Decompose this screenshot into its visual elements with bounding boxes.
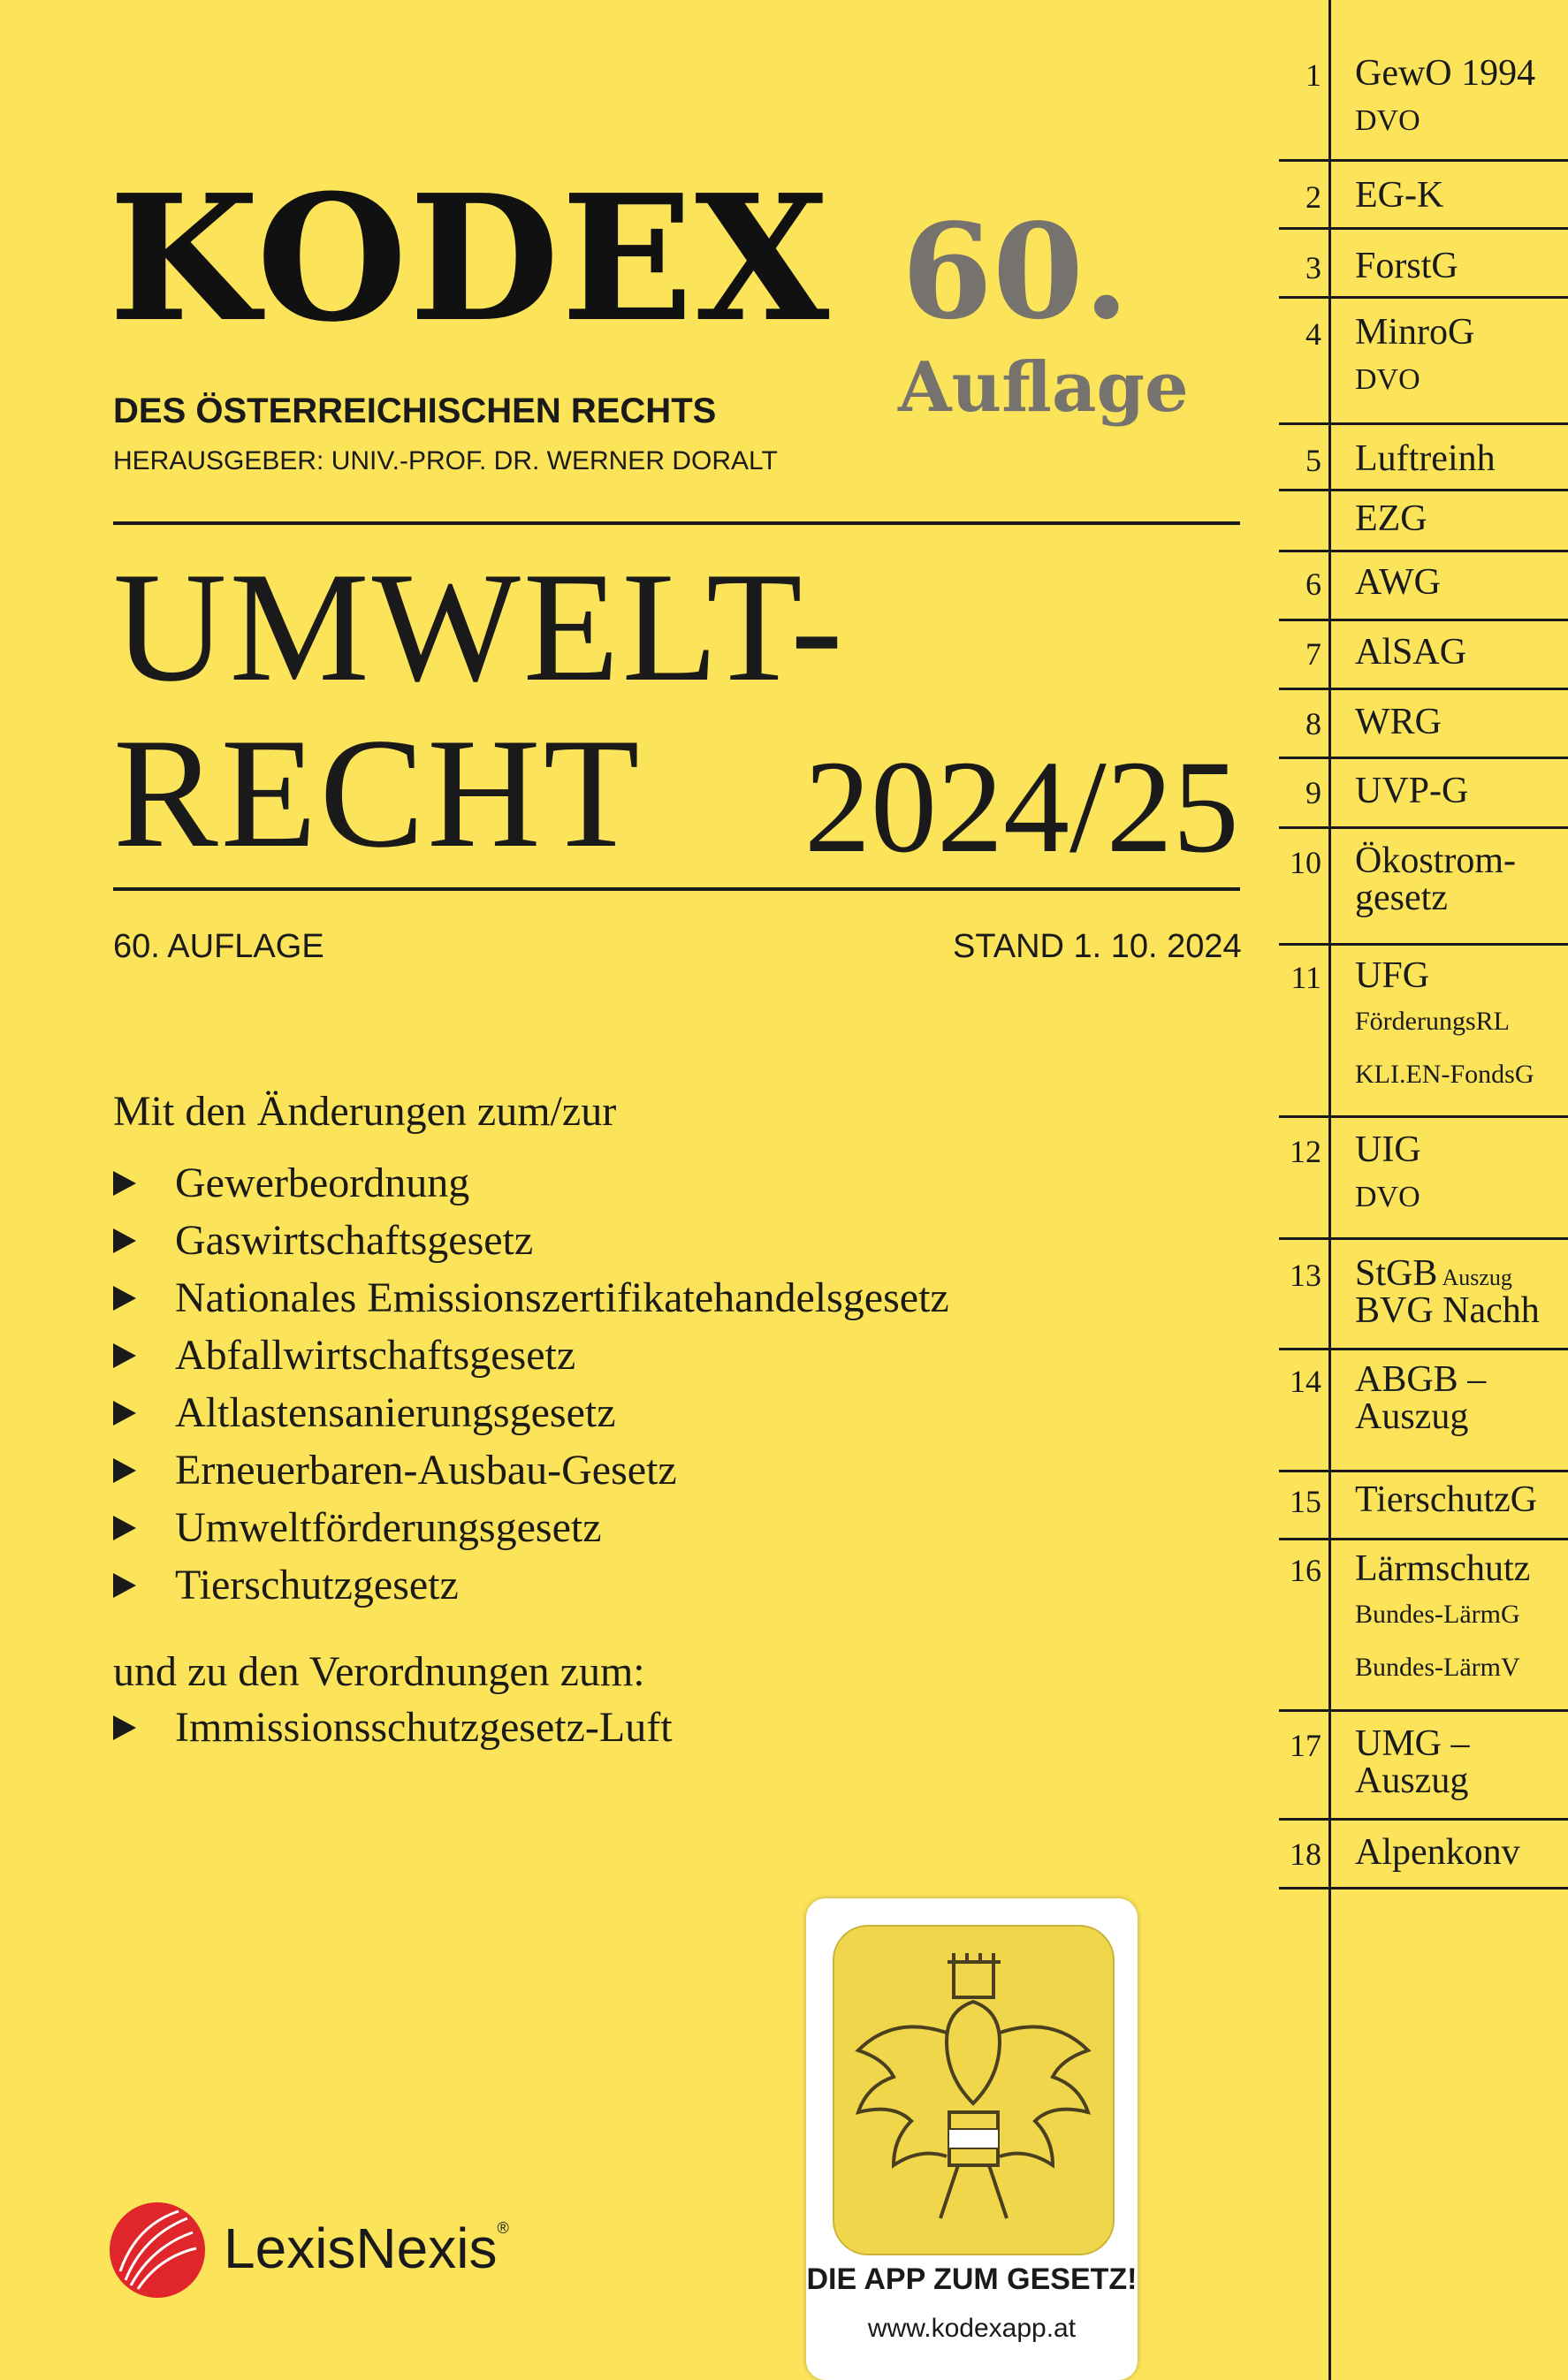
index-number: 5 [1305,443,1321,478]
list-item: Immissionsschutzgesetz-Luft [113,1699,673,1756]
index-separator [1279,422,1568,425]
triangle-bullet-icon [113,1458,136,1483]
list-item: Umweltförderungsgesetz [113,1499,949,1556]
index-number: 6 [1305,566,1321,602]
index-separator [1279,943,1568,946]
index-number: 10 [1290,845,1321,880]
index-number: 3 [1305,250,1321,285]
index-title: UIG [1355,1129,1421,1170]
stand-date: STAND 1. 10. 2024 [953,928,1242,965]
index-title-suffix: Auszug [1437,1265,1512,1290]
regulations-intro: und zu den Verordnungen zum: [113,1648,645,1695]
lexisnexis-logo-icon [108,2201,207,2300]
index-number: 15 [1290,1484,1321,1519]
editor-line: HERAUSGEBER: UNIV.-PROF. DR. WERNER DORALT [113,446,778,475]
index-subtitle: Bundes-LärmV [1355,1653,1520,1682]
app-slogan: DIE APP ZUM GESETZ! [806,2262,1138,2296]
index-separator [1279,1818,1568,1821]
list-item: Gaswirtschaftsgesetz [113,1212,949,1269]
triangle-bullet-icon [113,1343,136,1368]
index-subtitle: FörderungsRL [1355,1007,1510,1036]
index-number: 1 [1305,57,1321,93]
index-separator [1279,296,1568,299]
index-number: 14 [1290,1364,1321,1399]
index-title: TierschutzG [1355,1479,1538,1520]
index-title: Luftreinh [1355,438,1496,479]
triangle-bullet-icon [113,1171,136,1196]
index-separator [1279,1237,1568,1240]
triangle-bullet-icon [113,1573,136,1598]
changes-list [113,1154,949,1614]
index-number: 13 [1290,1258,1321,1293]
index-title: StGB Auszug [1355,1253,1512,1294]
index-title: UVP-G [1355,771,1469,811]
regulations-list [113,1699,673,1756]
index-separator [1279,159,1568,162]
index-title: AlSAG [1355,632,1467,673]
list-item: Tierschutzgesetz [113,1556,949,1614]
index-subtitle: DVO [1355,104,1420,137]
app-url[interactable]: www.kodexapp.at [867,2314,1077,2343]
index-title: MinroG [1355,312,1475,353]
index-number: 17 [1290,1728,1321,1763]
index-number: 2 [1305,179,1321,215]
index-separator [1279,550,1568,552]
index-title-line-2: gesetz [1355,878,1448,918]
index-title: GewO 1994 [1355,53,1536,94]
index-subtitle: KLI.EN-FondsG [1355,1060,1534,1089]
index-separator [1279,1348,1568,1350]
publisher-name: LexisNexis® [224,2217,509,2280]
index-subtitle: DVO [1355,363,1420,396]
index-title: ForstG [1355,246,1458,286]
eagle-crest-icon [833,1925,1115,2255]
index-title: AWG [1355,562,1441,603]
edition-word: Auflage [898,347,1189,428]
index-title: EZG [1355,498,1427,539]
series-subtitle: DES ÖSTERREICHISCHEN RECHTS [113,392,717,430]
list-item: Gewerbeordnung [113,1154,949,1212]
list-item: Nationales Emissionszertifikatehandelsgesetz [113,1269,949,1327]
index-separator [1279,227,1568,230]
list-item: Abfallwirtschaftsgesetz [113,1327,949,1384]
index-separator [1279,619,1568,621]
edition-number: 60. [902,194,1130,348]
triangle-bullet-icon [113,1228,136,1253]
index-title: WRG [1355,702,1442,742]
index-number: 4 [1305,316,1321,352]
index-title: UFG [1355,955,1430,996]
index-separator [1279,1709,1568,1712]
title-line-1: UMWELT- [113,539,846,714]
index-title: ABGB – [1355,1359,1487,1400]
index-title-line-2: Auszug [1355,1396,1469,1437]
title-line-2: RECHT [113,705,643,880]
index-title-line-2: BVG Nachh [1355,1290,1540,1331]
index-title: Ökostrom- [1355,840,1516,881]
index-number: 12 [1290,1134,1321,1169]
index-number: 11 [1290,960,1321,995]
index-number: 9 [1305,775,1321,810]
edition-year: 2024/25 [804,734,1239,880]
index-number: 16 [1290,1553,1321,1588]
index-separator [1279,1115,1568,1118]
index-title: Alpenkonv [1355,1832,1520,1873]
index-title: EG-K [1355,175,1444,216]
index-separator [1279,1887,1568,1890]
index-separator [1279,1470,1568,1472]
triangle-bullet-icon [113,1286,136,1311]
app-badge[interactable] [806,1898,1138,2380]
list-item: Erneuerbaren-Ausbau-Gesetz [113,1441,949,1499]
index-title: Lärmschutz [1355,1548,1531,1589]
index-title-line-2: Auszug [1355,1760,1469,1801]
list-item: Altlastensanierungsgesetz [113,1384,949,1441]
index-separator [1279,757,1568,759]
changes-intro: Mit den Änderungen zum/zur [113,1088,617,1135]
index-vertical-rule [1328,0,1331,2380]
index-subtitle: Bundes-LärmG [1355,1600,1520,1629]
top-divider [113,521,1240,525]
index-separator [1279,826,1568,829]
index-title: UMG – [1355,1723,1470,1764]
series-title: KODEX [109,157,832,361]
edition-label: 60. AUFLAGE [113,928,324,965]
middle-divider [113,887,1240,891]
triangle-bullet-icon [113,1401,136,1426]
index-subtitle: DVO [1355,1181,1420,1213]
index-separator [1279,688,1568,690]
book-title [113,539,846,880]
triangle-bullet-icon [113,1715,136,1740]
index-number: 7 [1305,636,1321,672]
triangle-bullet-icon [113,1516,136,1540]
index-number: 8 [1305,706,1321,741]
index-separator [1279,489,1568,491]
index-separator [1279,1538,1568,1540]
index-number: 18 [1290,1836,1321,1872]
